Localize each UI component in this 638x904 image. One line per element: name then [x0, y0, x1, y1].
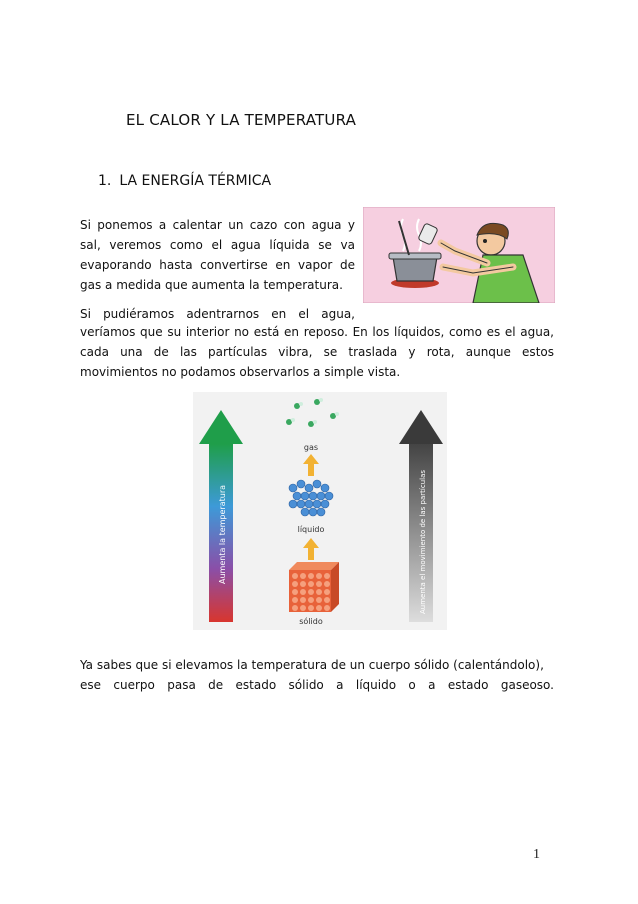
section-heading — [98, 173, 271, 189]
solid-particles — [289, 562, 339, 612]
document-title: EL CALOR Y LA TEMPERATURA — [126, 111, 357, 129]
liquid-label: líquido — [297, 525, 325, 534]
section-title: LA ENERGÍA TÉRMICA — [119, 173, 272, 189]
paragraph-line: ese cuerpo pasa de estado sólido a líquido o a estado gaseoso. — [80, 678, 554, 692]
temperature-arrow-label: Aumenta la temperatura — [218, 484, 227, 584]
paragraph-states-change — [80, 655, 554, 695]
section-number: 1. — [98, 173, 112, 189]
gas-label: gas — [303, 443, 319, 452]
paragraph-particles: veríamos que su interior no está en reposo. En los líquidos, como es el agua, cada una de las partículas vibra, se traslada y rota, aunque estos movimientos no podamos observarlos a simple vista. — [80, 325, 554, 379]
solid-label: sólido — [299, 617, 323, 626]
paragraph-particles-first-line: Si pudiéramos adentrarnos en el agua, — [80, 307, 355, 321]
states-of-matter-figure — [193, 392, 447, 630]
paragraph-line: Ya sabes que si elevamos la temperatura de un cuerpo sólido (calentándolo), — [80, 658, 544, 672]
paragraph-line: Si ponemos a calentar un cazo con agua y — [80, 218, 355, 232]
page-number: 1 — [533, 847, 540, 862]
paragraph-cooking — [80, 215, 355, 295]
paragraph-line: gas a medida que aumenta la temperatura. — [80, 278, 343, 292]
paragraph-line: sal, veremos como el agua líquida se va — [80, 238, 355, 252]
movement-arrow-label: Aumenta el movimiento de las partículas — [419, 469, 427, 614]
cooking-illustration — [363, 207, 555, 303]
paragraph-line: evaporando hasta convertirse en vapor de — [80, 258, 355, 272]
